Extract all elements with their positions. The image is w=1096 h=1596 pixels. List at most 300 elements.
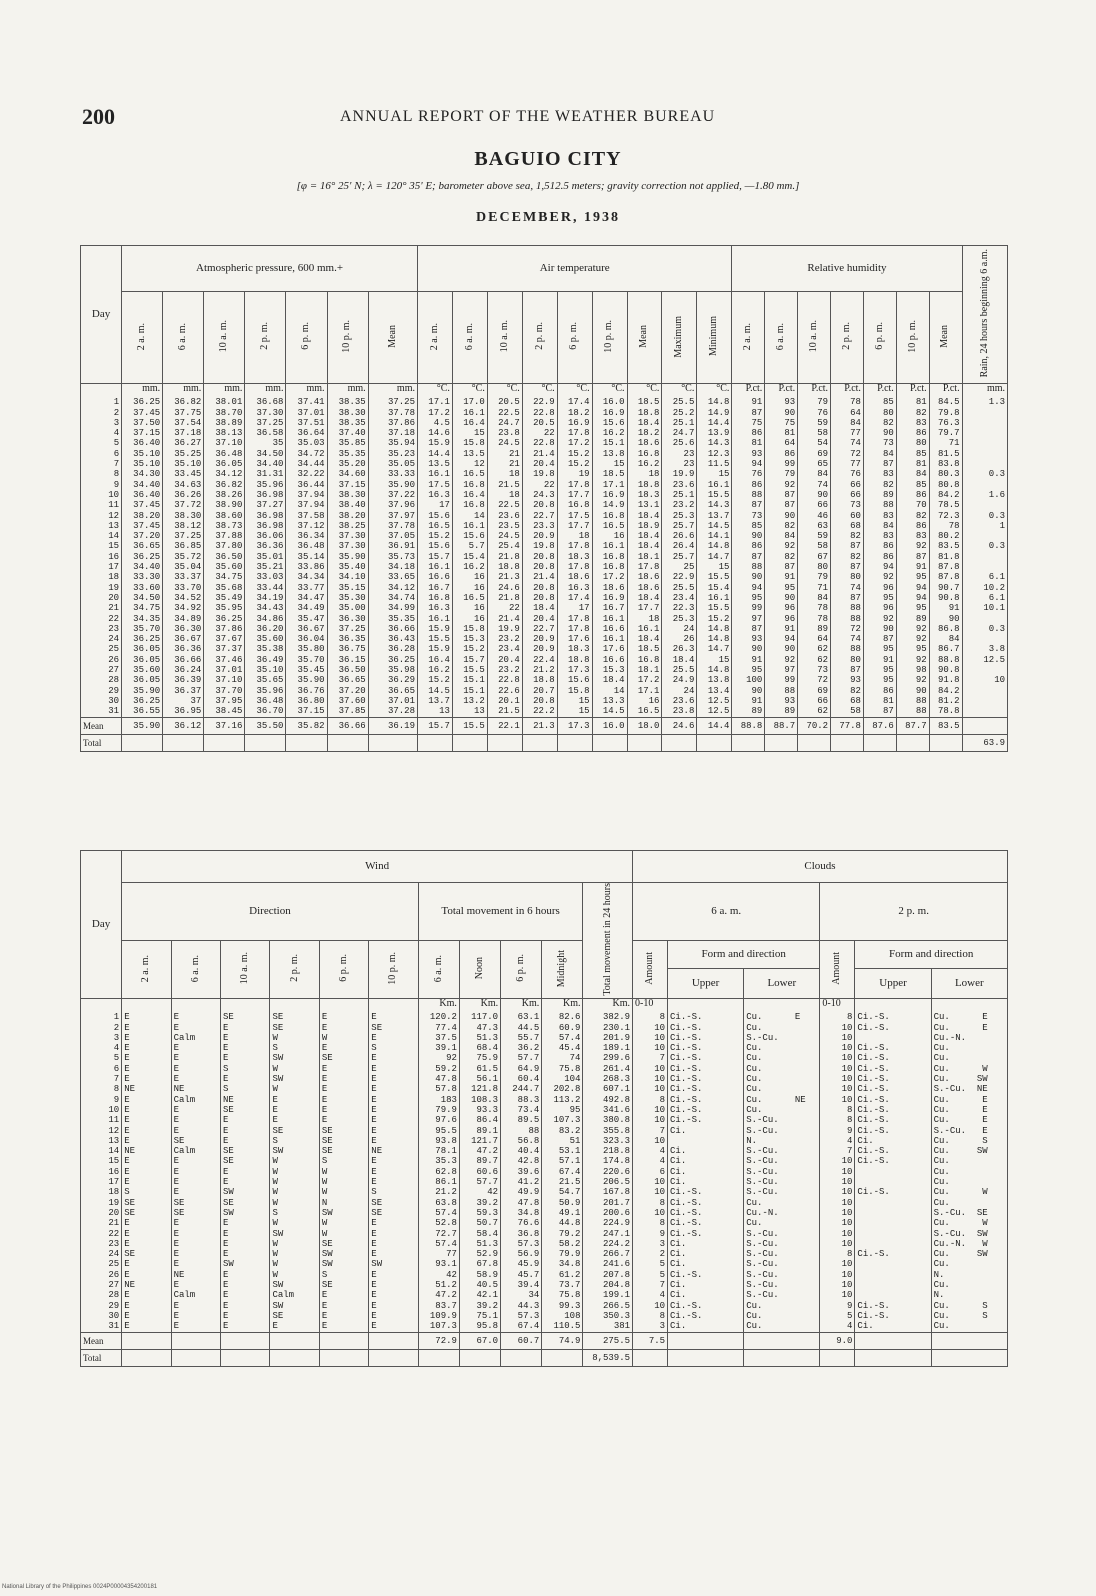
pressure-mean-cell-value: 34.99 (387, 603, 415, 614)
rain-cell-value: 10.1 (983, 603, 1005, 614)
pressure-cell-value: 37.60 (338, 695, 366, 706)
day-number-value: 9 (113, 479, 120, 490)
pressure-cell-value: 36.05 (133, 644, 161, 655)
cloud-am-amount-cell-value: 10 (654, 1043, 666, 1054)
pressure-cell-value: 36.75 (338, 644, 366, 655)
day-number-value: 24 (108, 634, 120, 645)
air-temp-cell-value: 18.2 (637, 428, 660, 439)
wind-direction-cell-value: W (272, 1218, 278, 1229)
air-temp-cell-value: 16.3 (428, 489, 450, 500)
unit-mm: mm. (245, 384, 286, 395)
air-temp-cell-value: 16.2 (428, 665, 450, 676)
total-empty (697, 734, 732, 751)
wind-movement-cell-value: 42 (487, 1187, 499, 1198)
wind-direction-cell-value: E (371, 1063, 377, 1074)
rh-cell-value: 91 (751, 654, 763, 665)
cloud-am-amount-cell-value: 2 (659, 1249, 666, 1260)
unit-c: °C. (592, 384, 627, 395)
wind-movement-cell-value: 202.8 (553, 1084, 581, 1095)
air-temp-cell-value: 18.5 (637, 397, 660, 408)
rh-cell-value: 83 (915, 417, 927, 428)
rh-cell-value: 72 (817, 675, 829, 686)
pressure-cell-value: 36.44 (297, 479, 325, 490)
wind-direction-cell (369, 1009, 418, 1332)
wind-direction-cell-value: E (173, 1063, 180, 1074)
rh-cell-value: 92 (784, 479, 796, 490)
pressure-mean-cell-value: 37.78 (387, 520, 415, 531)
wind-movement-cell-value: 72.7 (435, 1228, 457, 1239)
wind-movement-cell-value: 34 (528, 1290, 540, 1301)
cloud-am-lower-cell-value: S.-Cu. (746, 1166, 779, 1177)
air-temp-cell-value: 16.4 (428, 654, 450, 665)
rh-cell-value: 95 (751, 665, 763, 676)
wind-mov-mean: 67.0 (459, 1332, 500, 1349)
rh-cell-value: 83 (882, 531, 894, 542)
cloud-pm-upper-cell-value: Ci.-S. (857, 1012, 890, 1023)
pressure-cell-value: 38.13 (215, 428, 243, 439)
wind-direction-cell-value: SE (223, 1197, 234, 1208)
rh-cell-value: 80 (817, 562, 829, 573)
wind-movement-cell-value: 58.2 (558, 1238, 581, 1249)
air-temp-cell-value: 16.2 (602, 428, 625, 439)
wind-direction-cell-value: Calm (173, 1290, 196, 1301)
rh-cell-value: 91 (784, 623, 796, 634)
wind-movement-cell-value: 36.2 (517, 1043, 540, 1054)
unit-empty (855, 999, 931, 1010)
wind-dir-col-h6p (319, 941, 368, 999)
unit-empty (221, 999, 270, 1010)
rh-cell-value: 89 (784, 706, 796, 717)
cloud-pm-amount-cell-value: 8 (847, 1104, 853, 1115)
pressure-cell-value: 38.70 (215, 407, 243, 418)
pressure-cell-value: 34.40 (256, 459, 284, 470)
cloud-pm-upper-cell-value (857, 1229, 928, 1239)
day-number-value: 15 (108, 541, 120, 552)
pressure-cell-value: 36.82 (174, 397, 202, 408)
air-temp-cell-value: 13.1 (637, 500, 660, 511)
units-day (81, 384, 122, 395)
pressure-cell-value: 37.51 (297, 417, 325, 428)
rh-col-h2a (732, 292, 765, 384)
unit-pct: P.ct. (798, 384, 831, 395)
wind-movement-cell-value: 95 (569, 1104, 581, 1115)
wind-movement-cell-value: 82.6 (558, 1012, 581, 1023)
rh-cell-value: 64 (850, 407, 861, 418)
wind-movement-cell-value: 37.5 (435, 1032, 457, 1043)
rh-cell-value: 87.8 (937, 572, 960, 583)
pressure-cell-value: 37.15 (133, 428, 161, 439)
cloud-pm-upper-cell-value (857, 1280, 928, 1290)
air-temp-cell-value: 22.9 (533, 397, 555, 408)
cloud-pm-lower-cell-value: Cu. S (933, 1300, 988, 1311)
pressure-col-mean-text: Mean (386, 324, 398, 348)
cloud-pm-amount-cell-value: 10 (841, 1280, 853, 1291)
unit-c: °C. (662, 384, 697, 395)
dir-mean-empty (369, 1332, 418, 1349)
air-temp-cell-value: 4.5 (433, 417, 450, 428)
air-temp-cell (662, 394, 697, 717)
air-temp-cell-value: 17.4 (567, 397, 590, 408)
cloud-am-amount-cell-value: 5 (659, 1269, 666, 1280)
rh-cell-value: 68 (850, 695, 861, 706)
pressure-cell-value: 35.04 (174, 562, 202, 573)
wind-direction-cell-value: E (124, 1259, 130, 1270)
cloud-pm-lower-cell-value: Cu. (933, 1259, 950, 1270)
day-number-value: 8 (113, 1084, 120, 1095)
air-temp-cell-value: 21 (508, 459, 520, 470)
air-temp-cell-value: 16.6 (428, 572, 450, 583)
cloud-pm-lower-cell-value: Cu. SW (933, 1249, 988, 1260)
wind-movement-cell-value: 61.2 (558, 1269, 581, 1280)
wind-direction-cell-value: E (124, 1125, 130, 1136)
air-temp-cell-value: 23.2 (498, 665, 520, 676)
rh-cell-value: 97 (751, 613, 763, 624)
pressure-cell-value: 35.10 (133, 448, 161, 459)
cloud-pm-amount-text: Amount (831, 951, 843, 985)
air-temp-cell-value: 16 (474, 613, 485, 624)
pressure-cell-value: 34.49 (297, 603, 325, 614)
air-temp-cell-value: 13.3 (602, 695, 625, 706)
rh-cell-value: 90 (751, 685, 763, 696)
air-temp-cell-value: 23.8 (672, 706, 695, 717)
rh-col-mean-text: Mean (939, 324, 951, 348)
wind-mov-noon (459, 941, 500, 999)
rain-cell-value (965, 696, 1005, 706)
pressure-cell-value: 34.75 (133, 603, 161, 614)
pressure-cell-value: 35.68 (215, 582, 243, 593)
air-temp-cell-value: 17.8 (567, 623, 590, 634)
pressure-mean-cell-value: 36.43 (387, 634, 415, 645)
wind-24h-cell-value: 261.4 (603, 1063, 631, 1074)
pressure-mean-cell-value: 37.05 (387, 531, 415, 542)
unit-mm: mm. (327, 384, 368, 395)
pressure-mean-cell (368, 394, 417, 717)
wind-direction-cell-value: E (223, 1280, 229, 1291)
cloud-am-amount-cell (633, 1009, 668, 1332)
wind-mov-6am (418, 941, 459, 999)
air-temp-cell-value: 16.1 (463, 520, 485, 531)
rh-col-mean (929, 292, 962, 384)
rain-cell-value (965, 562, 1005, 572)
wind-movement-cell-value: 83.2 (558, 1125, 581, 1136)
wind-direction-cell-value: E (371, 1125, 377, 1136)
air-temp-cell-value: 16.1 (602, 634, 625, 645)
pressure-col-h6a (163, 292, 204, 384)
wind-movement-cell-value: 56.1 (476, 1074, 499, 1085)
air-temp-cell-value: 18.8 (637, 407, 660, 418)
wind-direction-cell-value: E (321, 1321, 328, 1332)
rain-cell-value: 0.3 (988, 541, 1005, 552)
pressure-mean-cell-value: 35.90 (387, 479, 415, 490)
rh-cell-value: 85 (882, 397, 894, 408)
rh-cell-value: 94 (751, 582, 763, 593)
pressure-cell-value: 36.35 (338, 634, 366, 645)
rain-cell-value: 12.5 (983, 654, 1005, 665)
wind-direction-cell-value: E (321, 1104, 328, 1115)
cloud-am-lower-cell-value: S.-Cu. (746, 1280, 779, 1291)
cloud-am-lower-cell-value: N. (746, 1135, 758, 1146)
air-temp-cell-value: 17.8 (637, 562, 660, 573)
wind-movement-cell-value: 74 (569, 1053, 581, 1064)
air-temp-cell-value: 21.4 (498, 613, 520, 624)
cloud-am-amount-cell-value: 10 (654, 1300, 666, 1311)
wind-24h-cell-value: 218.8 (603, 1146, 631, 1157)
air-temp-cell-value: 11.5 (707, 459, 730, 470)
rh-cell-value: 76.3 (937, 417, 960, 428)
mean-label: Mean (81, 1332, 122, 1349)
cloud-am-lower-cell-value: S.-Cu. (746, 1249, 779, 1260)
wind-direction-cell-value: E (173, 1228, 180, 1239)
wind-dir-col-h10a-text: 10 a. m. (239, 952, 251, 985)
air-temp-cell-value: 17.8 (567, 613, 590, 624)
wind-direction-cell-value: W (321, 1187, 328, 1198)
wind-direction-cell-value: E (272, 1094, 278, 1105)
cloud-am-upper-cell-value: Ci. (670, 1259, 687, 1270)
wind-direction-cell-value: SW (272, 1280, 284, 1291)
rh-cell-value: 81.5 (937, 448, 960, 459)
air-temp-cell-value: 18.8 (637, 479, 660, 490)
pressure-cell-value: 37.46 (215, 654, 243, 665)
total-empty (327, 734, 368, 751)
total-empty (798, 734, 831, 751)
rh-cell-value: 84 (915, 469, 927, 480)
unit-pct: P.ct. (831, 384, 864, 395)
wind-dir-col-h2p-text: 2 p. m. (288, 954, 300, 983)
cloud-pm-upper-cell-value: Ci.-S. (857, 1022, 890, 1033)
wind-24h-cell-value: 206.5 (603, 1177, 631, 1188)
rain-header: Rain, 24 hours beginning 6 a.m. (962, 246, 1007, 384)
air-monthly-mean: 22.1 (487, 717, 522, 734)
pressure-cell-value: 35.85 (338, 438, 366, 449)
air-temp-cell-value: 17.6 (602, 644, 625, 655)
wind-direction-cell-value: NE (371, 1146, 383, 1157)
air-temp-cell-value: 14.8 (707, 541, 730, 552)
wind-movement-cell-value: 39.2 (476, 1197, 499, 1208)
pressure-cell-value: 36.48 (215, 448, 243, 459)
air-temp-cell-value: 15.6 (602, 417, 625, 428)
pressure-cell-value: 36.58 (256, 428, 284, 439)
air-temp-cell-value: 18.4 (602, 675, 625, 686)
air-temp-cell-value: 19.8 (533, 541, 555, 552)
wind-dir-col-h10p-text: 10 p. m. (387, 951, 399, 985)
day-number-value: 13 (108, 1135, 120, 1146)
wind-dir-col-h2a-text: 2 a. m. (140, 954, 152, 982)
cloud-am-lower-cell-value: Cu. (746, 1074, 763, 1085)
rh-cell-value: 92 (915, 623, 927, 634)
air-temp-cell-value: 19 (578, 469, 590, 480)
pressure-cell-value: 36.25 (133, 695, 161, 706)
cloud-am-lower-cell-value: Cu. (746, 1053, 763, 1064)
rh-header: Relative humidity (732, 246, 962, 292)
rh-cell-value: 60 (850, 510, 861, 521)
total-empty (863, 734, 896, 751)
rh-cell-value: 73 (751, 510, 763, 521)
rh-cell-value: 70 (915, 500, 927, 511)
air-temp-cell-value: 24.5 (498, 531, 520, 542)
wind-direction-cell-value: E (321, 1012, 328, 1023)
cloud-pm-lower-cell-value: Cu. S (933, 1310, 988, 1321)
total-empty (171, 1349, 220, 1366)
air-temp-cell-value: 16.5 (637, 706, 660, 717)
air-monthly-mean: 15.5 (452, 717, 487, 734)
total-empty (163, 734, 204, 751)
wind-movement-cell-value: 57.4 (558, 1032, 581, 1043)
air-temp-cell-value: 24 (683, 685, 695, 696)
wind-direction-cell-value: E (223, 1238, 229, 1249)
total-empty (122, 1349, 171, 1366)
unit-empty (270, 999, 319, 1010)
total-empty (668, 1349, 744, 1366)
rh-cell-value: 88 (882, 500, 894, 511)
wind-direction-cell-value: SW (272, 1228, 284, 1239)
air-temp-cell-value: 18.2 (567, 407, 590, 418)
pressure-cell-value: 33.30 (133, 572, 161, 583)
cloud-pm-upper-cell-value: Ci.-S. (857, 1146, 890, 1157)
wind-24h-cell-value: 380.8 (603, 1115, 631, 1126)
wind-direction-cell-value: SW (223, 1207, 234, 1218)
air-temp-cell-value: 15.8 (463, 623, 485, 634)
air-temp-cell-value: 22.7 (533, 623, 555, 634)
wind-direction-cell-value: W (272, 1032, 278, 1043)
air-temp-cell (522, 394, 557, 717)
wind-direction-cell-value: E (173, 1104, 180, 1115)
cloud-am-amount-cell-value: 10 (654, 1104, 666, 1115)
wind-movement-cell-value: 73.7 (558, 1280, 581, 1291)
rh-cell (896, 394, 929, 717)
wind-movement-cell-value: 57.4 (435, 1238, 457, 1249)
wind-direction-cell-value: SE (223, 1156, 234, 1167)
rh-cell-value: 77 (850, 428, 861, 439)
wind-direction-cell-value: E (321, 1094, 328, 1105)
pressure-cell-value: 35.65 (256, 675, 284, 686)
wind-direction-cell-value: E (371, 1269, 377, 1280)
wind-direction-cell-value: SW (371, 1259, 383, 1270)
wind-direction-cell-value: S (272, 1043, 278, 1054)
wind-direction-cell-value: SE (223, 1146, 234, 1157)
wind-24-mean: 275.5 (583, 1332, 633, 1349)
air-temp-cell-value: 18.4 (533, 603, 555, 614)
pressure-cell-value: 36.05 (215, 459, 243, 470)
air-temp-cell-value: 16 (648, 695, 660, 706)
wind-direction-cell-value: E (173, 1022, 180, 1033)
cloud-pm-upper-cell-value: Ci.-S. (857, 1053, 890, 1064)
pressure-col-h10a-text: 10 a. m. (218, 320, 230, 353)
cloud-am-lower-cell-value: S.-Cu. (746, 1290, 779, 1301)
rh-cell-value: 88.8 (937, 654, 960, 665)
rh-cell-value: 80 (915, 438, 927, 449)
wind-direction-cell-value: E (223, 1115, 229, 1126)
cloud-pm-amount-mean: 9.0 (820, 1332, 855, 1349)
pressure-cell-value: 36.49 (256, 654, 284, 665)
rh-cell-value: 90.7 (937, 582, 960, 593)
cloud-pm-lower-cell-value: S.-Cu. SW (933, 1228, 988, 1239)
wind-movement-cell-value: 51.3 (476, 1032, 499, 1043)
air-col-mean-text: Mean (638, 324, 650, 348)
pressure-cell-value: 36.66 (174, 654, 202, 665)
air-temp-cell-value: 25.1 (672, 417, 695, 428)
rh-cell-value: 89 (817, 623, 829, 634)
total-empty (765, 734, 798, 751)
wind-direction-cell-value: Calm (173, 1146, 196, 1157)
rh-cell-value: 95 (915, 603, 927, 614)
rh-cell-value: 87 (751, 623, 763, 634)
day-number-value: 20 (108, 1207, 120, 1218)
pressure-cell-value: 37.30 (338, 541, 366, 552)
air-temp-cell-value: 15.4 (707, 582, 730, 593)
rh-cell-value: 85 (751, 520, 763, 531)
day-number-value: 18 (108, 572, 120, 583)
rain-cell-value (965, 552, 1005, 562)
rh-col-h10p-text: 10 p. m. (906, 319, 918, 353)
air-temp-cell-value: 17 (578, 603, 590, 614)
rh-cell-value: 90 (915, 685, 927, 696)
pressure-cell-value: 36.80 (297, 695, 325, 706)
wind-direction-cell-value: E (371, 1290, 377, 1301)
air-temp-cell-value: 16.1 (428, 562, 450, 573)
wind-direction-cell-value: E (223, 1310, 229, 1321)
cloud-am-upper-cell-value: Ci. (670, 1249, 687, 1260)
air-temp-cell-value: 22 (543, 428, 555, 439)
day-number-value: 27 (108, 665, 120, 676)
rh-cell-value: 76 (817, 407, 829, 418)
air-col-h10p (592, 292, 627, 384)
air-temp-cell-value: 26 (683, 634, 695, 645)
wind-direction-cell-value: W (272, 1238, 278, 1249)
wind-24h-cell-value: 174.8 (603, 1156, 631, 1167)
air-temp-cell-value: 26.3 (672, 644, 695, 655)
unit-mm: mm. (286, 384, 327, 395)
wind-direction-cell-value: SW (321, 1207, 333, 1218)
wind-direction-cell-value: E (124, 1063, 130, 1074)
air-temp-cell-value: 20.8 (533, 551, 555, 562)
total-empty (831, 734, 864, 751)
day-number-value: 5 (113, 438, 120, 449)
air-temp-cell-value: 13.2 (463, 695, 485, 706)
day-number-value: 23 (108, 623, 120, 634)
cloud-am-lower-cell-value: S.-Cu. (746, 1269, 779, 1280)
total-empty (931, 1349, 1007, 1366)
wind-direction-cell-value: NE (223, 1094, 234, 1105)
air-monthly-mean: 21.3 (522, 717, 557, 734)
air-temp-cell-value: 15.8 (463, 438, 485, 449)
cloud-am-amount-cell-value: 10 (654, 1032, 666, 1043)
rh-cell-value: 87 (850, 562, 861, 573)
wind-direction-cell-value: E (173, 1115, 180, 1126)
air-temp-cell-value: 23.8 (498, 428, 520, 439)
wind-movement-cell-value: 121.7 (471, 1135, 499, 1146)
rh-cell-value: 82 (882, 479, 894, 490)
wind-movement-cell-value: 39.1 (435, 1043, 457, 1054)
air-temp-cell-value: 20.4 (498, 654, 520, 665)
air-temp-cell-value: 22.7 (533, 510, 555, 521)
pressure-mean-cell-value: 35.98 (387, 665, 415, 676)
wind-dir-col-h2a (122, 941, 171, 999)
unit-mm: mm. (368, 384, 417, 395)
cloud-pm-form-dir: Form and direction (855, 941, 1008, 969)
wind-direction-cell-value: E (173, 1249, 180, 1260)
wind-direction-cell-value: SE (321, 1125, 333, 1136)
pressure-cell (327, 394, 368, 717)
wind-24h-cell-value: 201.7 (603, 1197, 631, 1208)
wind-direction-cell-value: S (371, 1043, 377, 1054)
rh-cell-value: 86 (784, 448, 796, 459)
rh-cell-value: 90 (784, 644, 796, 655)
pressure-cell-value: 35.38 (256, 644, 284, 655)
air-temp-cell-value: 23.6 (672, 695, 695, 706)
pressure-cell-value: 35.00 (338, 603, 366, 614)
pressure-cell-value: 31.31 (256, 469, 284, 480)
cloud-am-upper-cell-value: Ci.-S. (670, 1043, 703, 1054)
